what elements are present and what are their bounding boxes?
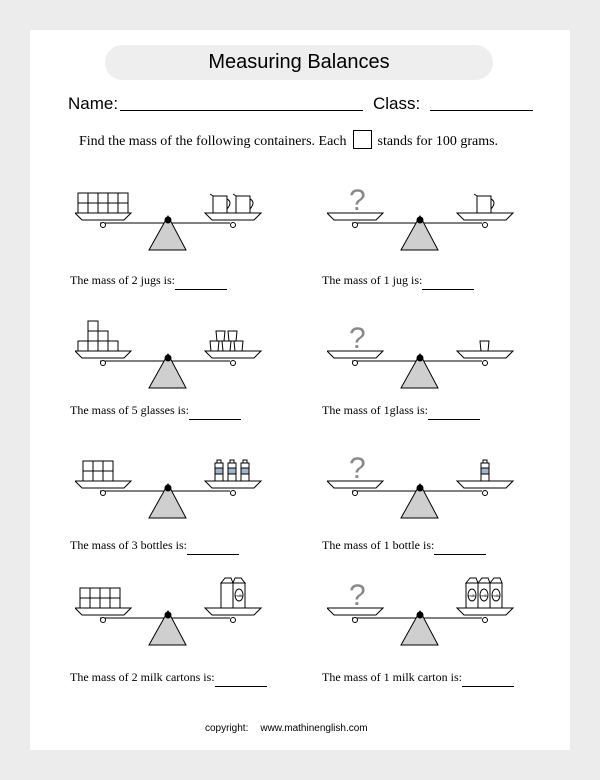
balance-scale-8: [327, 575, 527, 655]
footer: [205, 723, 368, 734]
jug-icon: [233, 194, 253, 213]
weight-blocks: [78, 321, 118, 351]
class-field-line[interactable]: [430, 110, 533, 111]
balance-scale-3: [75, 318, 275, 398]
question-caption-2: The mass of 1 jug is:: [322, 273, 474, 290]
question-mark: ?: [349, 184, 366, 217]
question-caption-6: The mass of 1 bottle is:: [322, 538, 486, 555]
answer-blank[interactable]: [175, 274, 227, 290]
question-mark: ?: [349, 452, 366, 485]
weight-blocks: [78, 193, 128, 213]
answer-blank[interactable]: [215, 671, 267, 687]
instruction-text-end: stands for 100 grams.: [377, 134, 499, 149]
question-caption-4: The mass of 1glass is:: [322, 403, 480, 420]
question-caption-3: The mass of 5 glasses is:: [70, 403, 241, 420]
glass-icon: [480, 341, 489, 351]
answer-blank[interactable]: [462, 671, 514, 687]
page-title: Measuring Balances: [105, 45, 493, 80]
website-link[interactable]: www.mathinenglish.com: [260, 723, 368, 734]
name-label: Name:: [68, 94, 119, 113]
jug-icon: [474, 194, 494, 213]
copyright-label: copyright:: [205, 723, 249, 734]
question-mark: ?: [349, 322, 366, 355]
answer-blank[interactable]: [428, 404, 480, 420]
milk-carton-icon: [466, 578, 502, 608]
balance-scale-2: [327, 180, 527, 260]
weight-blocks: [83, 461, 113, 481]
jug-icon: [210, 194, 230, 213]
balance-scale-4: [327, 318, 527, 398]
question-mark: ?: [349, 579, 366, 612]
instruction: [79, 130, 498, 150]
bottle-icon: [215, 460, 249, 481]
question-caption-5: The mass of 3 bottles is:: [70, 538, 239, 555]
carton-label: milk: [492, 593, 500, 598]
unit-block-icon: [353, 130, 372, 149]
answer-blank[interactable]: [434, 539, 486, 555]
instruction-text: Find the mass of the following containers. Each: [79, 134, 347, 149]
question-caption-1: The mass of 2 jugs is:: [70, 273, 227, 290]
answer-blank[interactable]: [422, 274, 474, 290]
carton-label: milk: [480, 593, 488, 598]
glass-icon: [210, 331, 243, 351]
question-caption-7: The mass of 2 milk cartons is:: [70, 670, 267, 687]
worksheet-page: [30, 30, 570, 750]
bottle-icon: [481, 460, 489, 481]
name-field-line[interactable]: [120, 110, 363, 111]
answer-blank[interactable]: [189, 404, 241, 420]
milk-carton-icon: [221, 578, 245, 608]
weight-blocks: [80, 588, 120, 608]
answer-blank[interactable]: [187, 539, 239, 555]
class-label: Class:: [373, 94, 421, 113]
balance-scale-1: [75, 180, 275, 260]
balance-scale-6: [327, 448, 527, 528]
balance-scale-7: [75, 575, 275, 655]
carton-label: milk: [468, 593, 476, 598]
carton-label: milk: [235, 593, 243, 598]
question-caption-8: The mass of 1 milk carton is:: [322, 670, 514, 687]
balance-scale-5: [75, 448, 275, 528]
